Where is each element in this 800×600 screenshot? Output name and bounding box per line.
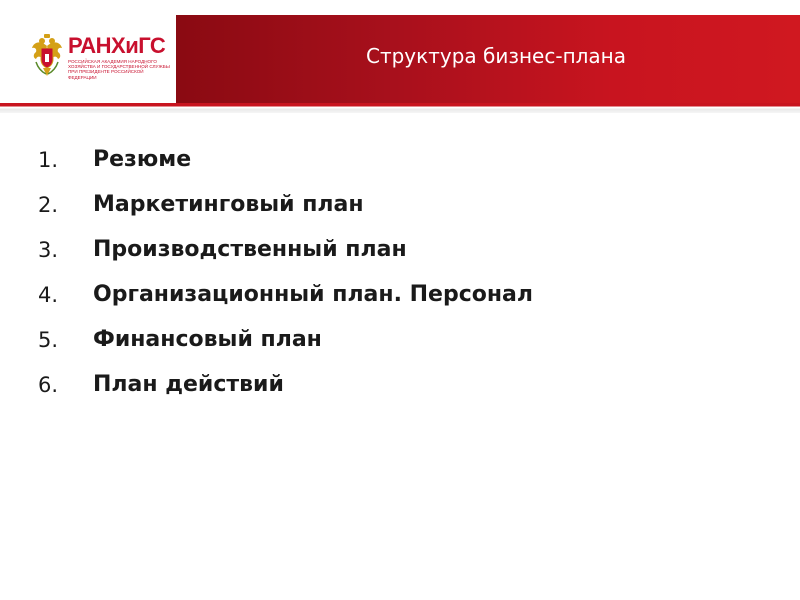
list-item bbox=[38, 234, 778, 279]
list-item bbox=[38, 324, 778, 369]
list-item bbox=[38, 369, 778, 414]
header-divider bbox=[0, 103, 800, 113]
list-item-label: Резюме bbox=[93, 147, 192, 172]
list-item bbox=[38, 189, 778, 234]
list-item-label: Производственный план bbox=[93, 237, 407, 262]
list-item bbox=[38, 144, 778, 189]
list-item-number: 2. bbox=[38, 193, 59, 217]
list-item-number: 4. bbox=[38, 283, 59, 307]
page-title: Структура бизнес-плана bbox=[365, 44, 627, 68]
list-item-number: 3. bbox=[38, 238, 59, 262]
list-item bbox=[38, 279, 778, 324]
list-item-label: План действий bbox=[93, 372, 284, 397]
list-item-number: 6. bbox=[38, 373, 59, 397]
double-headed-eagle-icon bbox=[30, 32, 64, 78]
numbered-list bbox=[38, 144, 778, 414]
title-bar bbox=[176, 15, 800, 103]
brand-subtitle: РОССИЙСКАЯ АКАДЕМИЯ НАРОДНОГО ХОЗЯЙСТВА И ГОСУДАРСТВЕННОЙ СЛУЖБЫ ПРИ ПРЕЗИДЕНТЕ РОССИЙСКОЙ ФЕДЕРАЦИИ bbox=[68, 59, 170, 80]
brand-name: РАНХиГС bbox=[68, 33, 166, 58]
list-item-number: 5. bbox=[38, 328, 59, 352]
list-item-label: Маркетинговый план bbox=[93, 192, 364, 217]
list-item-label: Финансовый план bbox=[93, 327, 322, 352]
list-item-label: Организационный план. Персонал bbox=[93, 282, 534, 307]
logo bbox=[0, 0, 176, 103]
list-item-number: 1. bbox=[38, 148, 59, 172]
